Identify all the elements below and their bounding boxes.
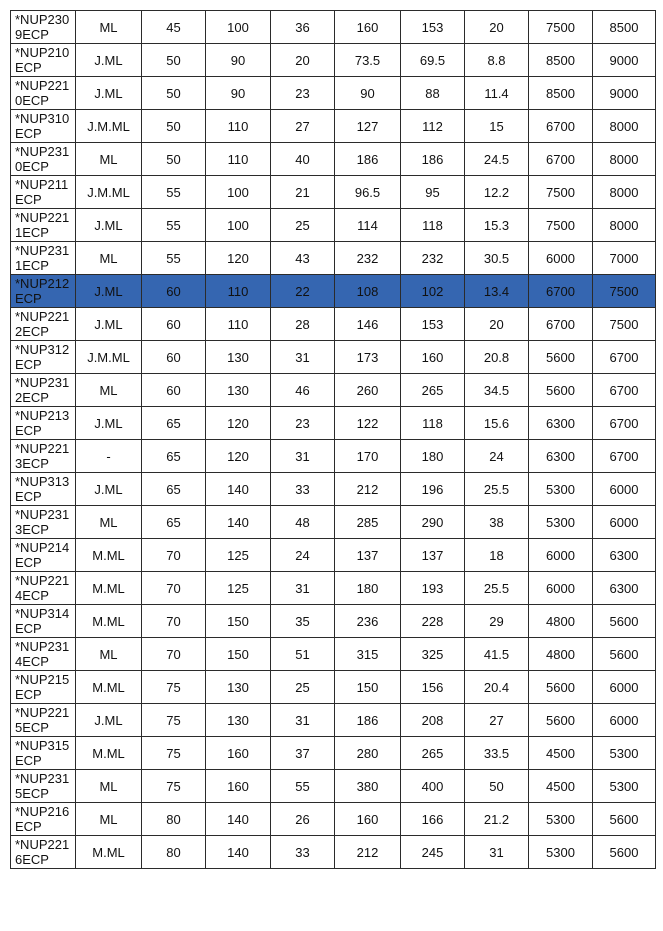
table-row[interactable]	[11, 374, 656, 407]
bore-diameter-cell: 55	[142, 242, 206, 275]
bearing-designation-cell: *NUP2211ECP	[11, 209, 76, 242]
bore-diameter-cell: 65	[142, 506, 206, 539]
static-load-rating-cell: 160	[401, 341, 465, 374]
static-load-rating-cell: 156	[401, 671, 465, 704]
cage-type-cell: ML	[76, 638, 142, 671]
dynamic-load-rating-cell: 137	[335, 539, 401, 572]
fatigue-load-limit-cell: 15.3	[465, 209, 529, 242]
table-row[interactable]	[11, 803, 656, 836]
static-load-rating-cell: 186	[401, 143, 465, 176]
outer-diameter-cell: 110	[206, 308, 271, 341]
oil-speed-limit-cell: 6700	[593, 374, 656, 407]
cage-type-cell: M.ML	[76, 572, 142, 605]
table-row[interactable]	[11, 308, 656, 341]
dynamic-load-rating-cell: 127	[335, 110, 401, 143]
oil-speed-limit-cell: 6000	[593, 671, 656, 704]
static-load-rating-cell: 69.5	[401, 44, 465, 77]
static-load-rating-cell: 245	[401, 836, 465, 869]
table-row[interactable]	[11, 209, 656, 242]
width-cell: 43	[271, 242, 335, 275]
fatigue-load-limit-cell: 12.2	[465, 176, 529, 209]
bearing-designation-cell: *NUP216ECP	[11, 803, 76, 836]
static-load-rating-cell: 290	[401, 506, 465, 539]
dynamic-load-rating-cell: 315	[335, 638, 401, 671]
outer-diameter-cell: 160	[206, 770, 271, 803]
static-load-rating-cell: 193	[401, 572, 465, 605]
cage-type-cell: ML	[76, 803, 142, 836]
width-cell: 33	[271, 836, 335, 869]
static-load-rating-cell: 166	[401, 803, 465, 836]
dynamic-load-rating-cell: 150	[335, 671, 401, 704]
oil-speed-limit-cell: 5600	[593, 605, 656, 638]
cage-type-cell: J.ML	[76, 275, 142, 308]
grease-speed-limit-cell: 5600	[529, 374, 593, 407]
bearing-designation-cell: *NUP210ECP	[11, 44, 76, 77]
bearing-designation-cell: *NUP2215ECP	[11, 704, 76, 737]
cage-type-cell: J.ML	[76, 704, 142, 737]
width-cell: 51	[271, 638, 335, 671]
outer-diameter-cell: 100	[206, 176, 271, 209]
dynamic-load-rating-cell: 96.5	[335, 176, 401, 209]
grease-speed-limit-cell: 5600	[529, 341, 593, 374]
bore-diameter-cell: 50	[142, 110, 206, 143]
bore-diameter-cell: 50	[142, 77, 206, 110]
oil-speed-limit-cell: 6300	[593, 572, 656, 605]
fatigue-load-limit-cell: 20.4	[465, 671, 529, 704]
bore-diameter-cell: 45	[142, 11, 206, 44]
width-cell: 36	[271, 11, 335, 44]
width-cell: 46	[271, 374, 335, 407]
fatigue-load-limit-cell: 34.5	[465, 374, 529, 407]
outer-diameter-cell: 125	[206, 572, 271, 605]
grease-speed-limit-cell: 5300	[529, 803, 593, 836]
oil-speed-limit-cell: 8000	[593, 209, 656, 242]
dynamic-load-rating-cell: 236	[335, 605, 401, 638]
oil-speed-limit-cell: 5600	[593, 638, 656, 671]
cage-type-cell: J.ML	[76, 308, 142, 341]
bore-diameter-cell: 50	[142, 44, 206, 77]
oil-speed-limit-cell: 8500	[593, 11, 656, 44]
table-row[interactable]	[11, 341, 656, 374]
outer-diameter-cell: 90	[206, 77, 271, 110]
table-row[interactable]	[11, 737, 656, 770]
dynamic-load-rating-cell: 90	[335, 77, 401, 110]
table-row[interactable]	[11, 176, 656, 209]
oil-speed-limit-cell: 6700	[593, 407, 656, 440]
oil-speed-limit-cell: 7000	[593, 242, 656, 275]
outer-diameter-cell: 110	[206, 110, 271, 143]
fatigue-load-limit-cell: 24.5	[465, 143, 529, 176]
dynamic-load-rating-cell: 212	[335, 473, 401, 506]
fatigue-load-limit-cell: 27	[465, 704, 529, 737]
table-row[interactable]	[11, 44, 656, 77]
table-row[interactable]	[11, 143, 656, 176]
outer-diameter-cell: 130	[206, 374, 271, 407]
bearing-designation-cell: *NUP315ECP	[11, 737, 76, 770]
cage-type-cell: J.ML	[76, 77, 142, 110]
bearing-designation-cell: *NUP212ECP	[11, 275, 76, 308]
fatigue-load-limit-cell: 38	[465, 506, 529, 539]
bore-diameter-cell: 75	[142, 770, 206, 803]
cage-type-cell: M.ML	[76, 605, 142, 638]
dynamic-load-rating-cell: 160	[335, 11, 401, 44]
static-load-rating-cell: 400	[401, 770, 465, 803]
dynamic-load-rating-cell: 170	[335, 440, 401, 473]
bore-diameter-cell: 80	[142, 836, 206, 869]
grease-speed-limit-cell: 5300	[529, 473, 593, 506]
table-row[interactable]	[11, 242, 656, 275]
static-load-rating-cell: 325	[401, 638, 465, 671]
bearing-designation-cell: *NUP2216ECP	[11, 836, 76, 869]
bearing-designation-cell: *NUP213ECP	[11, 407, 76, 440]
bearing-designation-cell: *NUP214ECP	[11, 539, 76, 572]
static-load-rating-cell: 102	[401, 275, 465, 308]
fatigue-load-limit-cell: 8.8	[465, 44, 529, 77]
outer-diameter-cell: 160	[206, 737, 271, 770]
bore-diameter-cell: 65	[142, 440, 206, 473]
oil-speed-limit-cell: 5600	[593, 836, 656, 869]
bore-diameter-cell: 65	[142, 473, 206, 506]
oil-speed-limit-cell: 6700	[593, 341, 656, 374]
outer-diameter-cell: 150	[206, 605, 271, 638]
cage-type-cell: -	[76, 440, 142, 473]
cage-type-cell: J.M.ML	[76, 176, 142, 209]
table-row[interactable]	[11, 275, 656, 308]
oil-speed-limit-cell: 5300	[593, 770, 656, 803]
fatigue-load-limit-cell: 15	[465, 110, 529, 143]
table-row[interactable]	[11, 539, 656, 572]
grease-speed-limit-cell: 4800	[529, 605, 593, 638]
grease-speed-limit-cell: 4500	[529, 737, 593, 770]
grease-speed-limit-cell: 7500	[529, 209, 593, 242]
width-cell: 25	[271, 671, 335, 704]
width-cell: 22	[271, 275, 335, 308]
fatigue-load-limit-cell: 33.5	[465, 737, 529, 770]
table-row[interactable]	[11, 11, 656, 44]
fatigue-load-limit-cell: 25.5	[465, 473, 529, 506]
bearing-designation-cell: *NUP2310ECP	[11, 143, 76, 176]
dynamic-load-rating-cell: 186	[335, 143, 401, 176]
bore-diameter-cell: 70	[142, 572, 206, 605]
oil-speed-limit-cell: 6700	[593, 440, 656, 473]
bore-diameter-cell: 60	[142, 308, 206, 341]
bearing-designation-cell: *NUP215ECP	[11, 671, 76, 704]
fatigue-load-limit-cell: 50	[465, 770, 529, 803]
dynamic-load-rating-cell: 173	[335, 341, 401, 374]
table-row[interactable]	[11, 407, 656, 440]
grease-speed-limit-cell: 6700	[529, 275, 593, 308]
dynamic-load-rating-cell: 186	[335, 704, 401, 737]
cage-type-cell: ML	[76, 506, 142, 539]
cage-type-cell: M.ML	[76, 836, 142, 869]
width-cell: 26	[271, 803, 335, 836]
grease-speed-limit-cell: 6700	[529, 110, 593, 143]
static-load-rating-cell: 95	[401, 176, 465, 209]
bore-diameter-cell: 75	[142, 704, 206, 737]
outer-diameter-cell: 120	[206, 440, 271, 473]
static-load-rating-cell: 118	[401, 407, 465, 440]
dynamic-load-rating-cell: 146	[335, 308, 401, 341]
oil-speed-limit-cell: 8000	[593, 143, 656, 176]
grease-speed-limit-cell: 8500	[529, 44, 593, 77]
cage-type-cell: ML	[76, 143, 142, 176]
bore-diameter-cell: 55	[142, 209, 206, 242]
table-row[interactable]	[11, 440, 656, 473]
outer-diameter-cell: 100	[206, 11, 271, 44]
cage-type-cell: M.ML	[76, 539, 142, 572]
width-cell: 20	[271, 44, 335, 77]
bearing-designation-cell: *NUP2315ECP	[11, 770, 76, 803]
bore-diameter-cell: 80	[142, 803, 206, 836]
width-cell: 31	[271, 572, 335, 605]
static-load-rating-cell: 265	[401, 737, 465, 770]
fatigue-load-limit-cell: 18	[465, 539, 529, 572]
width-cell: 33	[271, 473, 335, 506]
bearing-designation-cell: *NUP2312ECP	[11, 374, 76, 407]
static-load-rating-cell: 112	[401, 110, 465, 143]
outer-diameter-cell: 120	[206, 407, 271, 440]
fatigue-load-limit-cell: 21.2	[465, 803, 529, 836]
width-cell: 31	[271, 341, 335, 374]
fatigue-load-limit-cell: 15.6	[465, 407, 529, 440]
bearing-designation-cell: *NUP2214ECP	[11, 572, 76, 605]
grease-speed-limit-cell: 6300	[529, 407, 593, 440]
grease-speed-limit-cell: 4500	[529, 770, 593, 803]
bore-diameter-cell: 65	[142, 407, 206, 440]
width-cell: 23	[271, 407, 335, 440]
bearing-designation-cell: *NUP2311ECP	[11, 242, 76, 275]
fatigue-load-limit-cell: 13.4	[465, 275, 529, 308]
width-cell: 28	[271, 308, 335, 341]
static-load-rating-cell: 88	[401, 77, 465, 110]
bearing-designation-cell: *NUP312ECP	[11, 341, 76, 374]
outer-diameter-cell: 120	[206, 242, 271, 275]
bore-diameter-cell: 55	[142, 176, 206, 209]
dynamic-load-rating-cell: 114	[335, 209, 401, 242]
width-cell: 31	[271, 440, 335, 473]
oil-speed-limit-cell: 5300	[593, 737, 656, 770]
table-row[interactable]	[11, 638, 656, 671]
outer-diameter-cell: 130	[206, 704, 271, 737]
outer-diameter-cell: 110	[206, 275, 271, 308]
width-cell: 24	[271, 539, 335, 572]
bearing-designation-cell: *NUP314ECP	[11, 605, 76, 638]
outer-diameter-cell: 125	[206, 539, 271, 572]
width-cell: 31	[271, 704, 335, 737]
grease-speed-limit-cell: 6000	[529, 242, 593, 275]
table-row[interactable]	[11, 704, 656, 737]
fatigue-load-limit-cell: 20.8	[465, 341, 529, 374]
width-cell: 23	[271, 77, 335, 110]
cage-type-cell: M.ML	[76, 671, 142, 704]
bore-diameter-cell: 60	[142, 341, 206, 374]
static-load-rating-cell: 232	[401, 242, 465, 275]
oil-speed-limit-cell: 7500	[593, 308, 656, 341]
cage-type-cell: M.ML	[76, 737, 142, 770]
grease-speed-limit-cell: 6700	[529, 308, 593, 341]
bearing-designation-cell: *NUP2212ECP	[11, 308, 76, 341]
cage-type-cell: J.ML	[76, 44, 142, 77]
static-load-rating-cell: 153	[401, 11, 465, 44]
static-load-rating-cell: 196	[401, 473, 465, 506]
dynamic-load-rating-cell: 73.5	[335, 44, 401, 77]
fatigue-load-limit-cell: 25.5	[465, 572, 529, 605]
grease-speed-limit-cell: 6300	[529, 440, 593, 473]
grease-speed-limit-cell: 6000	[529, 539, 593, 572]
dynamic-load-rating-cell: 212	[335, 836, 401, 869]
width-cell: 40	[271, 143, 335, 176]
dynamic-load-rating-cell: 285	[335, 506, 401, 539]
outer-diameter-cell: 90	[206, 44, 271, 77]
oil-speed-limit-cell: 6000	[593, 473, 656, 506]
outer-diameter-cell: 140	[206, 803, 271, 836]
grease-speed-limit-cell: 5300	[529, 836, 593, 869]
bearing-designation-cell: *NUP2213ECP	[11, 440, 76, 473]
width-cell: 25	[271, 209, 335, 242]
bore-diameter-cell: 70	[142, 638, 206, 671]
bearing-designation-cell: *NUP310ECP	[11, 110, 76, 143]
table-row[interactable]	[11, 110, 656, 143]
bore-diameter-cell: 75	[142, 737, 206, 770]
table-row[interactable]	[11, 605, 656, 638]
static-load-rating-cell: 265	[401, 374, 465, 407]
width-cell: 27	[271, 110, 335, 143]
grease-speed-limit-cell: 5600	[529, 671, 593, 704]
dynamic-load-rating-cell: 122	[335, 407, 401, 440]
table-row[interactable]	[11, 506, 656, 539]
outer-diameter-cell: 150	[206, 638, 271, 671]
bore-diameter-cell: 70	[142, 605, 206, 638]
bearing-designation-cell: *NUP2309ECP	[11, 11, 76, 44]
bore-diameter-cell: 50	[142, 143, 206, 176]
outer-diameter-cell: 140	[206, 836, 271, 869]
oil-speed-limit-cell: 5600	[593, 803, 656, 836]
static-load-rating-cell: 208	[401, 704, 465, 737]
dynamic-load-rating-cell: 232	[335, 242, 401, 275]
fatigue-load-limit-cell: 24	[465, 440, 529, 473]
oil-speed-limit-cell: 8000	[593, 176, 656, 209]
outer-diameter-cell: 110	[206, 143, 271, 176]
table-row[interactable]	[11, 572, 656, 605]
cage-type-cell: J.M.ML	[76, 341, 142, 374]
bore-diameter-cell: 75	[142, 671, 206, 704]
bearing-designation-cell: *NUP211ECP	[11, 176, 76, 209]
outer-diameter-cell: 140	[206, 506, 271, 539]
static-load-rating-cell: 153	[401, 308, 465, 341]
width-cell: 37	[271, 737, 335, 770]
static-load-rating-cell: 137	[401, 539, 465, 572]
outer-diameter-cell: 130	[206, 671, 271, 704]
dynamic-load-rating-cell: 280	[335, 737, 401, 770]
width-cell: 35	[271, 605, 335, 638]
grease-speed-limit-cell: 7500	[529, 11, 593, 44]
fatigue-load-limit-cell: 41.5	[465, 638, 529, 671]
dynamic-load-rating-cell: 160	[335, 803, 401, 836]
dynamic-load-rating-cell: 260	[335, 374, 401, 407]
fatigue-load-limit-cell: 30.5	[465, 242, 529, 275]
width-cell: 55	[271, 770, 335, 803]
bore-diameter-cell: 70	[142, 539, 206, 572]
cage-type-cell: J.M.ML	[76, 110, 142, 143]
oil-speed-limit-cell: 9000	[593, 44, 656, 77]
bearing-designation-cell: *NUP2210ECP	[11, 77, 76, 110]
grease-speed-limit-cell: 6700	[529, 143, 593, 176]
cage-type-cell: ML	[76, 11, 142, 44]
oil-speed-limit-cell: 6300	[593, 539, 656, 572]
table-row[interactable]	[11, 770, 656, 803]
cage-type-cell: J.ML	[76, 407, 142, 440]
oil-speed-limit-cell: 9000	[593, 77, 656, 110]
table-row[interactable]	[11, 473, 656, 506]
fatigue-load-limit-cell: 20	[465, 11, 529, 44]
grease-speed-limit-cell: 8500	[529, 77, 593, 110]
table-row[interactable]	[11, 671, 656, 704]
width-cell: 48	[271, 506, 335, 539]
dynamic-load-rating-cell: 380	[335, 770, 401, 803]
cage-type-cell: J.ML	[76, 473, 142, 506]
cage-type-cell: ML	[76, 374, 142, 407]
static-load-rating-cell: 180	[401, 440, 465, 473]
fatigue-load-limit-cell: 29	[465, 605, 529, 638]
fatigue-load-limit-cell: 31	[465, 836, 529, 869]
table-row[interactable]	[11, 836, 656, 869]
cage-type-cell: J.ML	[76, 209, 142, 242]
cage-type-cell: ML	[76, 242, 142, 275]
dynamic-load-rating-cell: 180	[335, 572, 401, 605]
static-load-rating-cell: 228	[401, 605, 465, 638]
grease-speed-limit-cell: 7500	[529, 176, 593, 209]
grease-speed-limit-cell: 6000	[529, 572, 593, 605]
fatigue-load-limit-cell: 20	[465, 308, 529, 341]
static-load-rating-cell: 118	[401, 209, 465, 242]
bore-diameter-cell: 60	[142, 275, 206, 308]
grease-speed-limit-cell: 5600	[529, 704, 593, 737]
oil-speed-limit-cell: 7500	[593, 275, 656, 308]
grease-speed-limit-cell: 4800	[529, 638, 593, 671]
oil-speed-limit-cell: 6000	[593, 704, 656, 737]
bore-diameter-cell: 60	[142, 374, 206, 407]
outer-diameter-cell: 130	[206, 341, 271, 374]
width-cell: 21	[271, 176, 335, 209]
cage-type-cell: ML	[76, 770, 142, 803]
bearing-designation-cell: *NUP313ECP	[11, 473, 76, 506]
bearing-designation-cell: *NUP2314ECP	[11, 638, 76, 671]
outer-diameter-cell: 140	[206, 473, 271, 506]
oil-speed-limit-cell: 8000	[593, 110, 656, 143]
outer-diameter-cell: 100	[206, 209, 271, 242]
grease-speed-limit-cell: 5300	[529, 506, 593, 539]
table-row[interactable]	[11, 77, 656, 110]
dynamic-load-rating-cell: 108	[335, 275, 401, 308]
oil-speed-limit-cell: 6000	[593, 506, 656, 539]
bearing-designation-cell: *NUP2313ECP	[11, 506, 76, 539]
fatigue-load-limit-cell: 11.4	[465, 77, 529, 110]
bearing-spec-table	[10, 10, 656, 869]
